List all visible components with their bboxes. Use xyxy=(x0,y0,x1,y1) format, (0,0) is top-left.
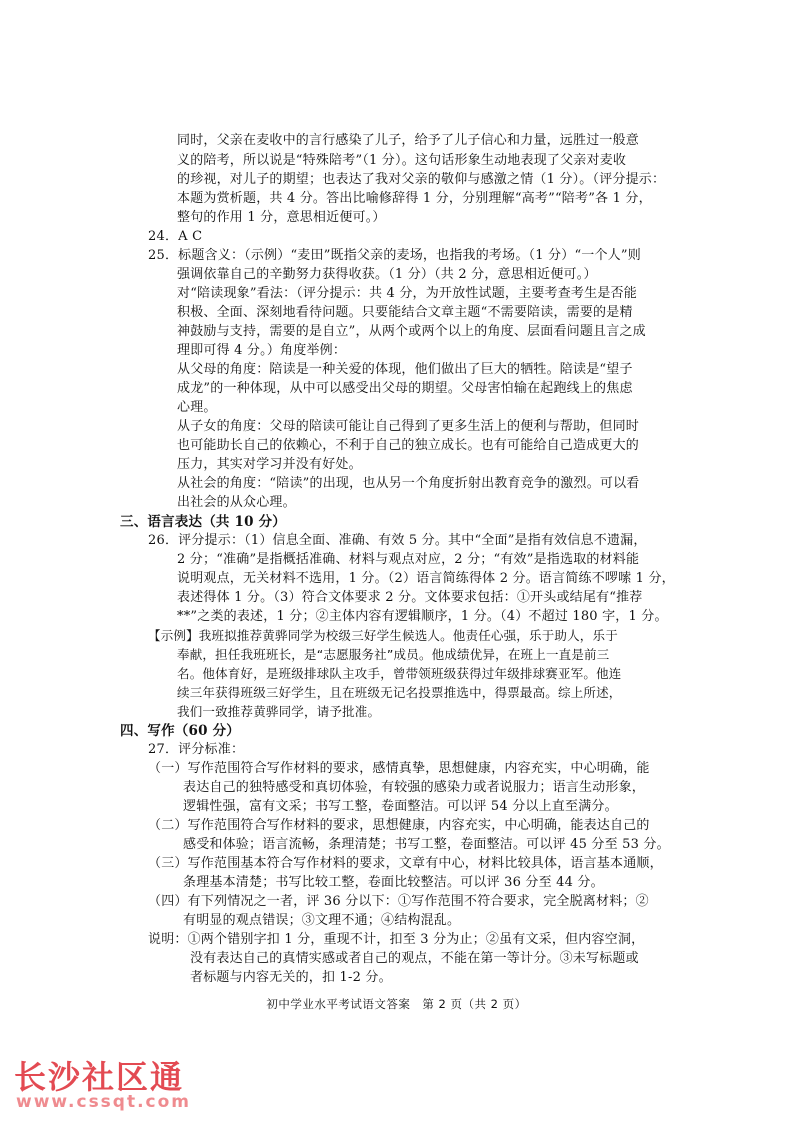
section-heading-language: 三、语言表达（共 10 分） xyxy=(120,514,286,530)
text-line: 同时，父亲在麦收中的言行感染了儿子，给予了儿子信心和力量，远胜过一般意 xyxy=(177,133,640,148)
note-line: 说明：①两个错别字扣 1 分，重现不计，扣至 3 分为止；②虽有文采，但内容空洞， xyxy=(148,932,645,947)
text-line: 本题为赏析题，共 4 分。答出比喻修辞得 1 分，分别理解“高考”“陪考”各 1 分， xyxy=(177,191,652,206)
example-line: 名。他体育好，是班级排球队主攻手，曾带领班级获得过年级排球赛亚军。他连 xyxy=(177,666,622,681)
text-line: 整句的作用 1 分，意思相近便可。） xyxy=(177,210,386,225)
criteria-line: 表达自己的独特感受和真切体验，有较强的感染力或者说服力；语言生动形象， xyxy=(183,780,646,795)
text-line: 理即可得 4 分。）角度举例： xyxy=(177,343,347,358)
criteria-line: （四）有下列情况之一者，评 36 分以下：①写作范围不符合要求，完全脱离材料；② xyxy=(148,894,649,909)
criteria-line: 有明显的观点错误；③文理不通；④结构混乱。 xyxy=(183,913,461,928)
answer-24: 24．A C xyxy=(148,229,203,244)
text-line: 义的陪考，所以说是“特殊陪考”（1 分）。这句话形象生动地表现了父亲对麦收 xyxy=(177,153,627,168)
text-line: **”之类的表述，1 分；②主体内容有逻辑顺序，1 分。（4）不超过 180 字，1 分。 xyxy=(177,609,668,624)
text-line: 出社会的从众心理。 xyxy=(177,495,296,510)
text-line: 从父母的角度：陪读是一种关爱的体现，他们做出了巨大的牺牲。陪读是“望子 xyxy=(177,362,633,377)
criteria-line: （一）写作范围符合写作材料的要求，感情真挚，思想健康，内容充实，中心明确，能 xyxy=(148,761,650,776)
watermark-url: www.cssqt.com xyxy=(16,1092,192,1112)
text-line: 从子女的角度：父母的陪读可能让自己得到了更多生活上的便利与帮助，但同时 xyxy=(177,419,640,434)
page-footer: 初中学业水平考试语文答案 第 2 页（共 2 页） xyxy=(266,997,527,1011)
text-line: 成龙”的一种体现，从中可以感受出父母的期望。父母害怕输在起跑线上的焦虑 xyxy=(177,381,633,396)
text-line: 积极、全面、深刻地看待问题。只要能结合文章主题“不需要陪读，需要的是精 xyxy=(177,305,633,320)
text-line: 从社会的角度：“陪读”的出现，也从另一个角度折射出教育竞争的激烈。可以看 xyxy=(177,476,640,491)
example-line: 奉献，担任我班班长，是“志愿服务社”成员。他成绩优异，在班上一直是前三 xyxy=(177,647,610,662)
text-line: 心理。 xyxy=(177,400,217,415)
text-line: 强调依靠自己的辛勤努力获得收获。（1 分）（共 2 分，意思相近便可。） xyxy=(177,267,597,282)
note-line: 者标题与内容无关的，扣 1-2 分。 xyxy=(190,970,392,985)
criteria-line: 感受和体验；语言流畅，条理清楚；书写工整，卷面整洁。可以评 45 分至 53 分。 xyxy=(183,837,670,852)
answer-27: 27．评分标准： xyxy=(148,742,245,757)
text-line: 也可能助长自己的依赖心，不利于自己的独立成长。也有可能给自己造成更大的 xyxy=(177,438,640,453)
watermark-logo: 长沙社区通 xyxy=(14,1058,185,1096)
text-line: 说明观点，无关材料不选用，1 分。（2）语言简练得体 2 分。语言简练不啰嗦 1 分， xyxy=(177,571,675,586)
example-line: 我们一致推荐黄骅同学，请予批准。 xyxy=(177,704,381,719)
note-line: 没有表达自己的真情实感或者自己的观点，不能在第一等计分。③未写标题或 xyxy=(190,951,639,966)
text-line: 2 分；“准确”是指概括准确、材料与观点对应，2 分；“有效”是指选取的材料能 xyxy=(177,552,640,567)
criteria-line: （三）写作范围基本符合写作材料的要求，文章有中心，材料比较具体，语言基本通顺， xyxy=(148,856,663,871)
answer-25: 25．标题含义：（示例）“麦田”既指父亲的麦场，也指我的考场。（1 分）“一个人”则 xyxy=(148,248,641,263)
text-line: 表述得体 1 分。（3）符合文体要求 2 分。文体要求包括：①开头或结尾有“推荐 xyxy=(177,590,643,605)
criteria-line: 逻辑性强，富有文采；书写工整，卷面整洁。可以评 54 分以上直至满分。 xyxy=(183,799,618,814)
text-line: 神鼓励与支持，需要的是自立”，从两个或两个以上的角度、层面看问题且言之成 xyxy=(177,324,646,339)
text-line: 的珍视，对儿子的期望；也表达了我对父亲的敬仰与感激之情（1 分）。（评分提示： xyxy=(177,172,666,187)
example-line: 续三年获得班级三好学生，且在班级无记名投票推选中，得票最高。综上所述， xyxy=(177,685,622,700)
criteria-line: 条理基本清楚；书写比较工整，卷面比较整洁。可以评 36 分至 44 分。 xyxy=(183,875,604,890)
section-heading-writing: 四、写作（60 分） xyxy=(120,723,240,739)
criteria-line: （二）写作范围符合写作材料的要求，思想健康，内容充实，中心明确，能表达自己的 xyxy=(148,818,650,833)
text-line: 对“陪读现象”看法：（评分提示：共 4 分，为开放性试题，主要考查考生是否能 xyxy=(177,286,637,301)
answer-26: 26．评分提示：（1）信息全面、准确、有效 5 分。其中“全面”是指有效信息不遗漏， xyxy=(148,533,647,548)
text-line: 压力，其实对学习并没有好处。 xyxy=(177,457,362,472)
example-line: 【示例】我班拟推荐黄骅同学为校级三好学生候选人。他责任心强，乐于助人，乐于 xyxy=(148,628,618,643)
